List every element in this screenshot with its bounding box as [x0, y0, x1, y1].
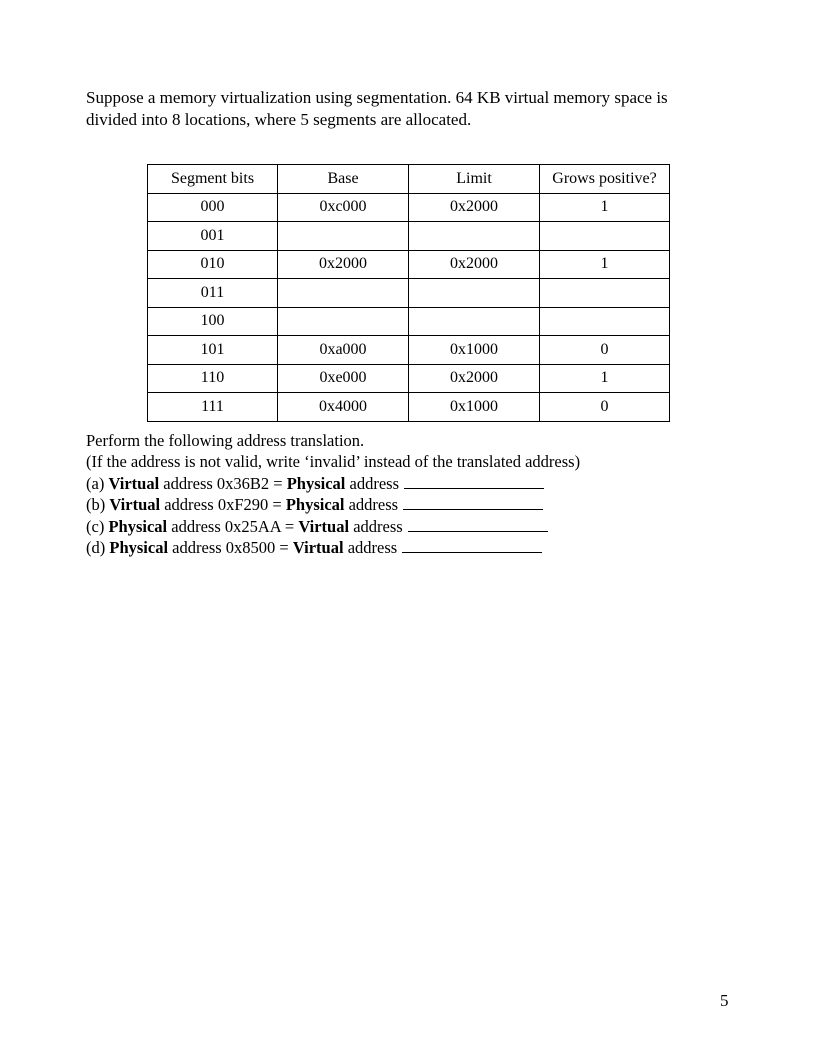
question-prefix: (a) — [86, 473, 105, 493]
question-a — [86, 473, 786, 494]
question-from-text: address 0x25AA = — [167, 516, 299, 536]
cell-base — [278, 279, 409, 308]
cell-segment-bits: 010 — [148, 250, 278, 279]
cell-base: 0x4000 — [278, 393, 409, 422]
table-row — [148, 307, 670, 336]
cell-limit — [409, 307, 540, 336]
segment-table — [147, 164, 670, 422]
question-prefix: (c) — [86, 516, 105, 536]
table-row — [148, 250, 670, 279]
question-to-type: Physical — [286, 473, 346, 493]
question-d — [86, 537, 786, 558]
intro-paragraph — [86, 87, 746, 131]
cell-segment-bits: 000 — [148, 193, 278, 222]
answer-blank[interactable] — [402, 538, 542, 553]
answer-blank[interactable] — [404, 474, 544, 489]
questions-section — [86, 430, 786, 558]
question-from-type: Physical — [108, 516, 168, 536]
instructions-line-1: Perform the following address translation. — [86, 431, 365, 450]
cell-grows-positive: 1 — [540, 193, 670, 222]
question-from-text: address 0x36B2 = — [159, 473, 287, 493]
answer-blank[interactable] — [403, 495, 543, 510]
cell-base — [278, 307, 409, 336]
intro-line-1: Suppose a memory virtualization using segmentation. 64 KB virtual memory space is — [86, 88, 668, 107]
question-to-text: address — [343, 538, 398, 558]
table-header-row — [148, 165, 670, 194]
cell-grows-positive — [540, 222, 670, 251]
cell-segment-bits: 101 — [148, 336, 278, 365]
cell-segment-bits: 110 — [148, 364, 278, 393]
question-from-text: address 0x8500 = — [168, 538, 293, 558]
table-row — [148, 222, 670, 251]
cell-base: 0xe000 — [278, 364, 409, 393]
question-b — [86, 494, 786, 515]
table-row — [148, 364, 670, 393]
table-row — [148, 193, 670, 222]
cell-base: 0xa000 — [278, 336, 409, 365]
question-prefix: (d) — [86, 538, 106, 558]
instructions-line-2: (If the address is not valid, write ‘invalid’ instead of the translated address) — [86, 452, 581, 472]
question-from-type: Physical — [109, 538, 169, 558]
question-from-text: address 0xF290 = — [160, 495, 286, 515]
question-to-text: address — [344, 495, 399, 515]
question-from-type: Virtual — [108, 473, 160, 493]
cell-grows-positive: 1 — [540, 364, 670, 393]
cell-segment-bits: 100 — [148, 307, 278, 336]
cell-limit — [409, 222, 540, 251]
cell-grows-positive: 1 — [540, 250, 670, 279]
question-to-type: Virtual — [298, 516, 350, 536]
question-prefix: (b) — [86, 495, 106, 515]
cell-limit — [409, 279, 540, 308]
cell-grows-positive — [540, 307, 670, 336]
cell-limit: 0x1000 — [409, 393, 540, 422]
question-to-type: Virtual — [292, 538, 344, 558]
page-number: 5 — [720, 991, 729, 1010]
cell-grows-positive: 0 — [540, 336, 670, 365]
cell-segment-bits: 111 — [148, 393, 278, 422]
question-c — [86, 516, 786, 537]
question-to-type: Physical — [285, 495, 345, 515]
question-to-text: address — [345, 473, 399, 493]
header-limit: Limit — [409, 165, 540, 194]
cell-segment-bits: 001 — [148, 222, 278, 251]
cell-grows-positive — [540, 279, 670, 308]
cell-limit: 0x1000 — [409, 336, 540, 365]
cell-base — [278, 222, 409, 251]
table-row — [148, 393, 670, 422]
header-grows-positive: Grows positive? — [540, 165, 670, 194]
question-from-type: Virtual — [109, 495, 161, 515]
intro-line-2: divided into 8 locations, where 5 segments are allocated. — [86, 110, 472, 129]
cell-base: 0x2000 — [278, 250, 409, 279]
cell-base: 0xc000 — [278, 193, 409, 222]
table-row — [148, 336, 670, 365]
cell-grows-positive: 0 — [540, 393, 670, 422]
cell-segment-bits: 011 — [148, 279, 278, 308]
header-base: Base — [278, 165, 409, 194]
cell-limit: 0x2000 — [409, 250, 540, 279]
cell-limit: 0x2000 — [409, 193, 540, 222]
cell-limit: 0x2000 — [409, 364, 540, 393]
table-row — [148, 279, 670, 308]
header-segment-bits: Segment bits — [148, 165, 278, 194]
question-to-text: address — [349, 516, 403, 536]
answer-blank[interactable] — [408, 517, 548, 532]
